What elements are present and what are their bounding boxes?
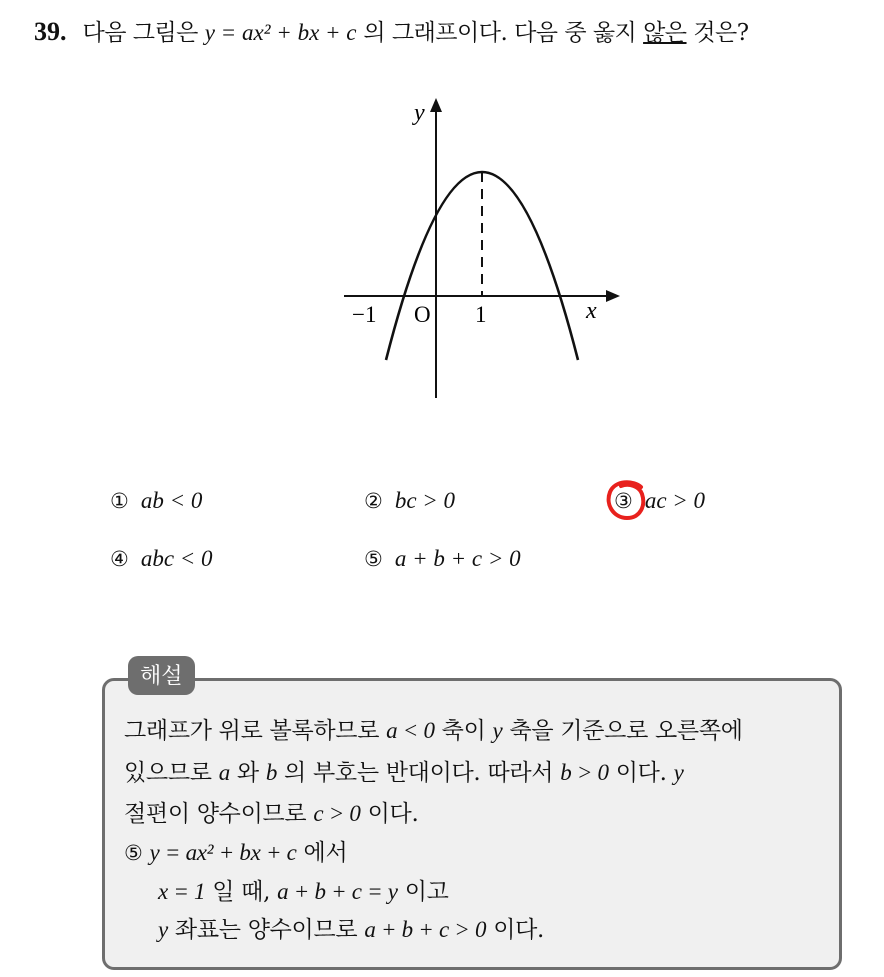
- y-axis-label: y: [414, 100, 425, 126]
- choice-3-number: ③: [614, 489, 633, 513]
- explanation-line-6: y 좌표는 양수이므로 a + b + c > 0 이다.: [158, 917, 545, 943]
- x-axis-label: x: [586, 298, 597, 324]
- explanation-tag: 해설: [128, 656, 195, 695]
- choice-2-expr: bc > 0: [394, 488, 456, 513]
- question-number: 39.: [34, 17, 67, 46]
- choice-1[interactable]: [110, 488, 202, 514]
- choice-5[interactable]: [364, 546, 521, 572]
- explanation-line-2: 있으므로 a 와 b 의 부호는 반대이다. 따라서 b > 0 이다. y: [124, 760, 684, 786]
- explanation-line-1: 그래프가 위로 볼록하므로 a < 0 축이 y 축을 기준으로 오른쪽에: [124, 718, 743, 744]
- question-stem: [34, 14, 749, 47]
- choice-4-expr: abc < 0: [140, 546, 213, 571]
- question-underlined-word: 않은: [643, 20, 687, 46]
- y-axis-arrow-icon: [430, 98, 442, 112]
- question-text-b: 의 그래프이다. 다음 중 옳지: [356, 20, 644, 46]
- choice-1-expr: ab < 0: [140, 488, 203, 513]
- choice-2[interactable]: [364, 488, 455, 514]
- choice-5-expr: a + b + c > 0: [394, 546, 521, 571]
- explanation-line-5: x = 1 일 때, a + b + c = y 이고: [158, 879, 449, 905]
- choice-4-number: ④: [110, 547, 129, 571]
- answer-circle-mark: [605, 478, 649, 522]
- question-text-a: 다음 그림은: [82, 20, 205, 46]
- tick-label-one: 1: [475, 302, 487, 327]
- parabola-graph: [330, 90, 630, 410]
- origin-label: O: [414, 302, 431, 327]
- choice-2-number: ②: [364, 489, 383, 513]
- tick-label-minus-one: −1: [352, 302, 377, 327]
- choice-5-number: ⑤: [364, 547, 383, 571]
- choice-4[interactable]: [110, 546, 213, 572]
- explanation-line-4: ⑤ y = ax² + bx + c 에서: [124, 840, 348, 866]
- x-axis-arrow-icon: [606, 290, 620, 302]
- explanation-line-3: 절편이 양수이므로 c > 0 이다.: [124, 801, 419, 827]
- question-text-c: 것은?: [686, 20, 749, 46]
- choice-3-expr: ac > 0: [644, 488, 706, 513]
- choice-1-number: ①: [110, 489, 129, 513]
- question-equation: y = ax² + bx + c: [204, 20, 357, 45]
